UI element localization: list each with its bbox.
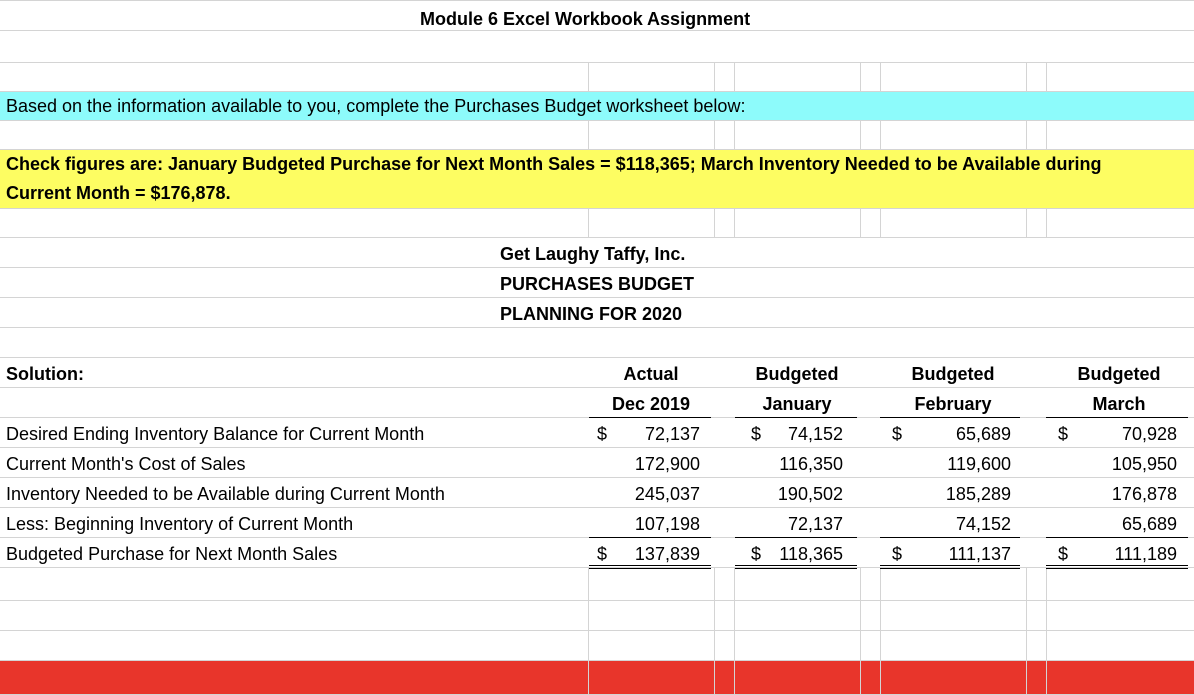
- row-gridline: [0, 208, 1194, 209]
- amount-cell[interactable]: 116,350: [779, 454, 843, 474]
- row-gridline: [0, 327, 1194, 328]
- row-gridline: [0, 660, 1194, 661]
- amount-cell[interactable]: 176,878: [1111, 484, 1177, 504]
- currency-symbol: $: [892, 544, 903, 564]
- col-subheader-january: January: [762, 394, 832, 414]
- row-gridline: [0, 91, 1194, 92]
- amount-cell[interactable]: 72,137: [644, 424, 700, 444]
- row-gridline: [0, 477, 1194, 478]
- subtotal-underline: [1046, 537, 1188, 538]
- col-gridline: [714, 208, 715, 237]
- amount-cell[interactable]: 105,950: [1111, 454, 1177, 474]
- col-gridline: [1046, 208, 1047, 237]
- budget-period: PLANNING FOR 2020: [500, 304, 683, 324]
- row-gridline: [0, 447, 1194, 448]
- col-gridline: [588, 567, 589, 694]
- amount-cell[interactable]: 190,502: [777, 484, 843, 504]
- currency-symbol: $: [597, 424, 608, 444]
- col-gridline: [1046, 62, 1047, 91]
- check-figures-line-1: Check figures are: January Budgeted Purchase for Next Month Sales = $118,365; March Inventory Needed to be Available during: [6, 154, 1102, 174]
- company-name: Get Laughy Taffy, Inc.: [500, 244, 686, 264]
- col-gridline: [860, 120, 861, 149]
- currency-symbol: $: [1058, 544, 1069, 564]
- amount-cell[interactable]: 245,037: [634, 484, 700, 504]
- check-figures-line-2: Current Month = $176,878.: [6, 183, 231, 203]
- subtotal-underline: [589, 537, 711, 538]
- row-gridline: [0, 30, 1194, 31]
- header-underline: [589, 417, 711, 418]
- col-gridline: [1026, 208, 1027, 237]
- row-gridline: [0, 62, 1194, 63]
- amount-cell[interactable]: 65,689: [955, 424, 1011, 444]
- row-gridline: [0, 357, 1194, 358]
- col-gridline: [860, 62, 861, 91]
- amount-cell[interactable]: 172,900: [634, 454, 700, 474]
- amount-cell[interactable]: 74,152: [955, 514, 1011, 534]
- amount-cell[interactable]: 70,928: [1121, 424, 1177, 444]
- row-label: Budgeted Purchase for Next Month Sales: [6, 544, 338, 564]
- row-label: Less: Beginning Inventory of Current Month: [6, 514, 354, 534]
- col-header-february: Budgeted: [911, 364, 995, 384]
- instruction-text: Based on the information available to you, complete the Purchases Budget worksheet below:: [6, 96, 746, 116]
- row-gridline: [0, 600, 1194, 601]
- row-gridline: [0, 267, 1194, 268]
- total-double-underline: [735, 565, 857, 569]
- header-underline: [735, 417, 857, 418]
- col-gridline: [1026, 567, 1027, 694]
- row-gridline: [0, 630, 1194, 631]
- row-gridline: [0, 387, 1194, 388]
- amount-cell[interactable]: 185,289: [945, 484, 1011, 504]
- header-underline: [880, 417, 1020, 418]
- col-gridline: [588, 120, 589, 149]
- col-gridline: [734, 62, 735, 91]
- col-header-march: Budgeted: [1077, 364, 1161, 384]
- col-gridline: [588, 208, 589, 237]
- row-gridline: [0, 149, 1194, 150]
- currency-symbol: $: [597, 544, 608, 564]
- currency-symbol: $: [751, 544, 762, 564]
- col-gridline: [860, 567, 861, 694]
- col-gridline: [734, 567, 735, 694]
- col-gridline: [588, 62, 589, 91]
- col-gridline: [734, 208, 735, 237]
- col-subheader-dec: Dec 2019: [611, 394, 691, 414]
- amount-cell[interactable]: 65,689: [1121, 514, 1177, 534]
- col-subheader-february: February: [914, 394, 992, 414]
- col-gridline: [880, 62, 881, 91]
- col-gridline: [714, 120, 715, 149]
- col-gridline: [860, 208, 861, 237]
- row-gridline: [0, 237, 1194, 238]
- col-gridline: [714, 567, 715, 694]
- sheet-title: Module 6 Excel Workbook Assignment: [420, 9, 751, 29]
- amount-cell[interactable]: 72,137: [787, 514, 843, 534]
- row-gridline: [0, 120, 1194, 121]
- row-label: Inventory Needed to be Available during Current Month: [6, 484, 445, 504]
- col-gridline: [1026, 62, 1027, 91]
- amount-cell[interactable]: 137,839: [634, 544, 700, 564]
- col-gridline: [880, 208, 881, 237]
- col-header-actual: Actual: [623, 364, 679, 384]
- subtotal-underline: [880, 537, 1020, 538]
- total-double-underline: [1046, 565, 1188, 569]
- amount-cell[interactable]: 74,152: [787, 424, 843, 444]
- col-gridline: [880, 120, 881, 149]
- row-gridline: [0, 297, 1194, 298]
- amount-cell[interactable]: 111,189: [1114, 544, 1177, 564]
- amount-cell[interactable]: 119,600: [947, 454, 1011, 474]
- currency-symbol: $: [751, 424, 762, 444]
- row-gridline: [0, 0, 1194, 1]
- subtotal-underline: [735, 537, 857, 538]
- row-label: Current Month's Cost of Sales: [6, 454, 246, 474]
- col-gridline: [714, 62, 715, 91]
- total-double-underline: [589, 565, 711, 569]
- col-gridline: [734, 120, 735, 149]
- col-gridline: [1046, 567, 1047, 694]
- col-gridline: [1046, 120, 1047, 149]
- amount-cell[interactable]: 107,198: [634, 514, 700, 534]
- footer-row-fill: [0, 660, 1194, 694]
- currency-symbol: $: [892, 424, 903, 444]
- total-double-underline: [880, 565, 1020, 569]
- row-gridline: [0, 507, 1194, 508]
- solution-label: Solution:: [6, 364, 84, 384]
- col-gridline: [1026, 120, 1027, 149]
- col-header-january: Budgeted: [755, 364, 839, 384]
- amount-cell[interactable]: 118,365: [779, 544, 843, 564]
- row-label: Desired Ending Inventory Balance for Current Month: [6, 424, 425, 444]
- currency-symbol: $: [1058, 424, 1069, 444]
- amount-cell[interactable]: 111,137: [948, 544, 1011, 564]
- col-gridline: [880, 567, 881, 694]
- header-underline: [1046, 417, 1188, 418]
- budget-name: PURCHASES BUDGET: [500, 274, 695, 294]
- col-subheader-march: March: [1092, 394, 1146, 414]
